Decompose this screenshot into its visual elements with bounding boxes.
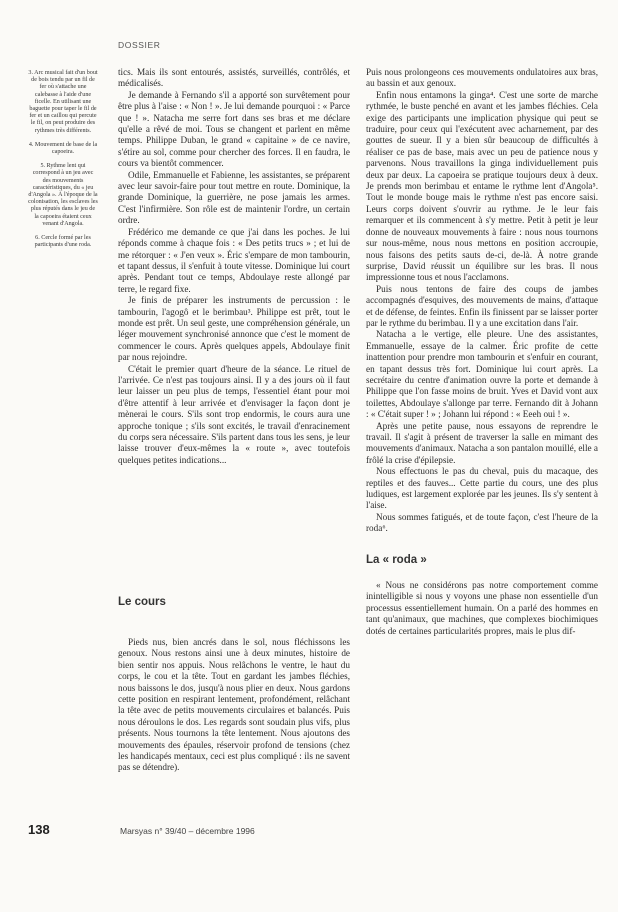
paragraph: Nous effectuons le pas du cheval, puis du macaque, des reptiles et des fauves... Cette partie du cours, une des plus ludiques, est largement explorée par les jeunes. Ils s'y sentent à l'aise.: [366, 466, 598, 511]
paragraph: Puis nous prolongeons ces mouvements ondulatoires aux bras, au bassin et aux genoux.: [366, 67, 598, 89]
paragraph: Natacha a le vertige, elle pleure. Une des assistantes, Emmanuelle, essaye de la calmer. Éric profite de cette inattention pour prendre mon tambourin et s'enfuir en courant, en tapant dessus très fort. Dominique lui court après. La secrétaire du centre d'animation ouvre la porte et demande à Philippe que l'on fasse moins de bruit. Yves et David vont aux toilettes, Abdoulaye s'allonge par terre. Fernando dit à Johann : « C'était super ! » ; Johann lui répond : « Eeeh oui ! ».: [366, 329, 598, 420]
column-right: [366, 67, 598, 637]
section-title-le-cours: Le cours: [118, 596, 166, 608]
paragraph: C'était le premier quart d'heure de la séance. Le rituel de l'arrivée. Ce n'est pas toujours ainsi. Il y a des jours où il faut leur laisser un peu plus de temps, l'essentiel étant pour moi d'être attentif à leur arrivée et d'envisager la façon dont je mènerai le cours. S'ils sont trop endormis, le cours aura une approche tonique ; s'ils sont excités, le travail d'enracinement du corps sera nécessaire. S'ils partent dans tous les sens, je leur laisse trouver d'eux-mêmes la « route », avec toutefois quelques petites indications...: [118, 363, 350, 465]
running-header: DOSSIER: [118, 40, 161, 50]
footer-citation: Marsyas n° 39/40 – décembre 1996: [120, 826, 255, 836]
column-left: [118, 67, 350, 773]
note-5: 5. Rythme lent qui correspond à un jeu avec des mouvements caractéristiques, du « jeu d'Angola ». À l'époque de la colonisation, les esclaves les plus réputés dans le jeu de la capoeira étaient ceux venant d'Angola.: [28, 163, 98, 227]
margin-notes: [28, 70, 98, 256]
paragraph: Enfin nous entamons la ginga⁴. C'est une sorte de marche rythmée, le buste penché en avant et les jambes fléchies. Cela exige des participants une implication physique qui peut se traduire, pour ceux qui l'exécutent avec acharnement, par des gouttes de sueur. Il y a bien sûr beaucoup de difficultés à réaliser ce pas de base, mais avec un peu de patience nous y parvenons. Nous travaillons la ginga individuellement puis deux par deux. La capoeira se pratique toujours deux à deux. Je prends mon berimbau et entame le rythme lent d'Angola⁵. Tout le monde bouge mais le rythme n'est pas encore saisi. Leurs corps doivent s'ouvrir au rythme. Je le leur fais remarquer et ils commencent à s'y mettre. Petit à petit je leur donne de nouveaux mouvements à faire : nous nous tournons sur nous-même, nous nous mettons en position accroupie, nous faisons des petits sauts de-ci, de-là. À notre grande surprise, David réussit un équilibre sur les bras. Il nous impressionne tous et nous l'acclamons.: [366, 89, 598, 283]
paragraph: Puis nous tentons de faire des coups de jambes accompagnés d'esquives, des mouvements de mains, d'attaque et de défense, de feintes. Enfin ils finissent par se laisser porter par le rythme du berimbau. Il y a une excitation dans l'air.: [366, 283, 598, 328]
section-body: [118, 637, 350, 774]
paragraph: « Nous ne considérons pas notre comportement comme inintelligible si nous y voyons une phase non essentielle d'un processus essentiellement humain. On a parlé des hommes en tant qu'animaux, que machines, que complexes biochimiques dotés de certaines particularités propres, mais le plus dif-: [366, 580, 598, 636]
paragraph: Nous sommes fatigués, et de toute façon, c'est l'heure de la roda⁶.: [366, 511, 598, 534]
paragraph: Frédérico me demande ce que j'ai dans les poches. Je lui réponds comme à chaque fois : « Des petits trucs » ; et lui de me rétorquer : « J'en veux ». Éric s'empare de mon tambourin, et tapant dessus, il s'enfuit à toute vitesse. Dominique lui court après. Pendant tout ce temps, Abdoulaye reste allongé par terre, le regard fixe.: [118, 226, 350, 294]
page-number: 138: [28, 822, 50, 837]
paragraph: tics. Mais ils sont entourés, assistés, surveillés, contrôlés, et médicalisés.: [118, 67, 350, 89]
paragraph: Odile, Emmanuelle et Fabienne, les assistantes, se préparent avec leur savoir-faire pour tout mettre en route. Dominique, la grande Dominique, la guerrière, ne pose jamais les armes. C'est l'infirmière. Son rôle est de maintenir l'ordre, un certain ordre.: [118, 169, 350, 226]
section-title-roda: La « roda »: [366, 553, 427, 566]
paragraph: Après une petite pause, nous essayons de reprendre le travail. Il s'agit à présent de traverser la salle en mimant des mouvements d'animaux. Natacha a son pantalon mouillé, elle a frôlé la crise d'épilepsie.: [366, 420, 598, 465]
note-6: 6. Cercle formé par les participants d'une roda.: [34, 235, 92, 249]
paragraph: Je finis de préparer les instruments de percussion : le tambourin, l'agogô et le berimbau³. Philippe est prêt, tout le monde est prêt. Un seul geste, une compréhension générale, un léger mouvement synchronisé annonce que c'est le moment de commencer le cours. Après quelques appels, Abdoulaye finit par nous rejoindre.: [118, 295, 350, 363]
paragraph: Pieds nus, bien ancrés dans le sol, nous fléchissons les genoux. Nous restons ainsi une à deux minutes, histoire de bien sentir nos appuis. Nous relâchons le ventre, le haut du corps, le cou et la tête. Tout en gardant les jambes fléchies, nous baissons le dos, jusqu'à nous plier en deux. Nous gardons cette position en respirant lentement, profondément, relâchant la tête avec de petits mouvements circulaires et balancés. Puis nous déroulons le dos. Les regards sont soudain plus vifs, plus présents. Nous tournons la tête lentement. Nous ajoutons des mouvements des épaules, réservoir profond de tensions (chez les handicapés mentaux, ceci est plus compliqué : ils ne savent pas se détendre).: [118, 637, 350, 773]
note-3: 3. Arc musical fait d'un bout de bois tendu par un fil de fer où s'attache une calebasse à l'aide d'une ficelle. En utilisant une baguette pour taper le fil de fer et un caillou qui percute le fil, on peut produire des rythmes très différents.: [28, 70, 98, 134]
note-4: 4. Mouvement de base de la capoeira.: [28, 141, 98, 156]
paragraph: Je demande à Fernando s'il a apporté son survêtement pour être plus à l'aise : « Non ! ». Je lui demande pourquoi : « Parce que ! ». Natacha me serre fort dans ses bras et me déclare qu'elle a rêvé de moi. Tous se changent et parlent en même temps. Philippe Duban, le grand « capitaine » de ce navire, s'étire au sol, comme pour chercher des forces. Il en faudra, le cours va bientôt commencer.: [118, 89, 350, 169]
